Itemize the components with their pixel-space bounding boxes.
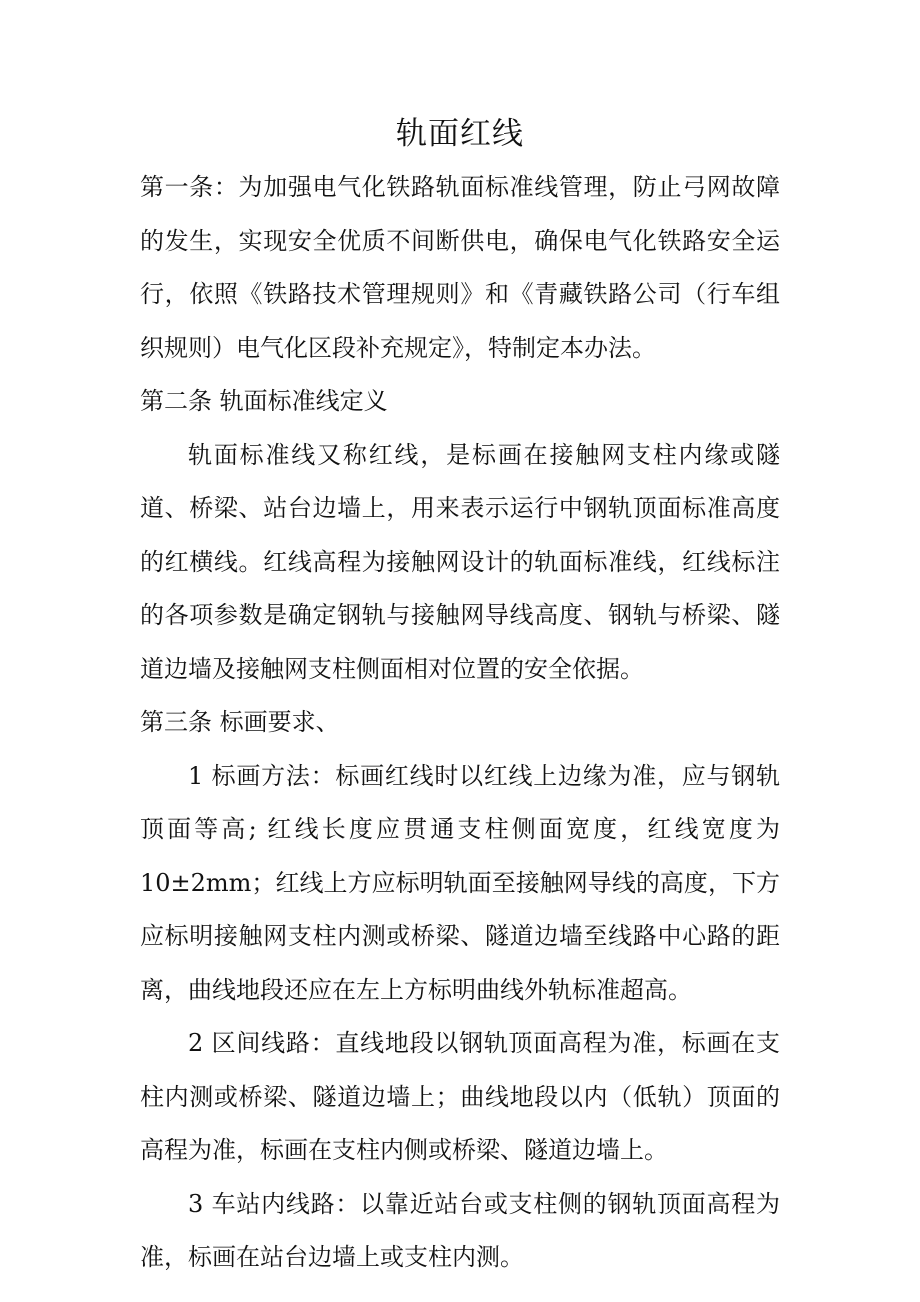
article-3-item-2: 2 区间线路：直线地段以钢轨顶面高程为准，标画在支柱内测或桥梁、隧道边墙上；曲线地段以内（低轨）顶面的高程为准，标画在支柱内侧或桥梁、隧道边墙上。 (140, 1029, 780, 1164)
article-1-paragraph: 第一条：为加强电气化铁路轨面标准线管理，防止弓网故障的发生，实现安全优质不间断供电，确保电气化铁路安全运行，依照《铁路技术管理规则》和《青藏铁路公司（行车组织规则）电气化区段补充规定》，特制定本办法。 (140, 173, 780, 362)
document-title: 轨面红线 (396, 116, 524, 152)
document-body (140, 161, 780, 1285)
article-3-heading: 第三条 标画要求、 (140, 708, 340, 736)
article-3-item-3: 3 车站内线路：以靠近站台或支柱侧的钢轨顶面高程为准，标画在站台边墙上或支柱内测。 (140, 1189, 780, 1271)
article-2-heading: 第二条 轨面标准线定义 (140, 387, 388, 415)
article-2-paragraph: 轨面标准线又称红线，是标画在接触网支柱内缘或隧道、桥梁、站台边墙上，用来表示运行中钢轨顶面标准高度的红横线。红线高程为接触网设计的轨面标准线，红线标注的各项参数是确定钢轨与接触网导线高度、钢轨与桥梁、隧道边墙及接触网支柱侧面相对位置的安全依据。 (140, 440, 780, 683)
article-3-item-1: 1 标画方法：标画红线时以红线上边缘为准，应与钢轨顶面等高; 红线长度应贯通支柱侧面宽度，红线宽度为 10±2mm；红线上方应标明轨面至接触网导线的高度，下方应标明接触网支柱内测或桥梁、隧道边墙至线路中心路的距离，曲线地段还应在左上方标明曲线外轨标准超高。 (140, 761, 780, 1004)
